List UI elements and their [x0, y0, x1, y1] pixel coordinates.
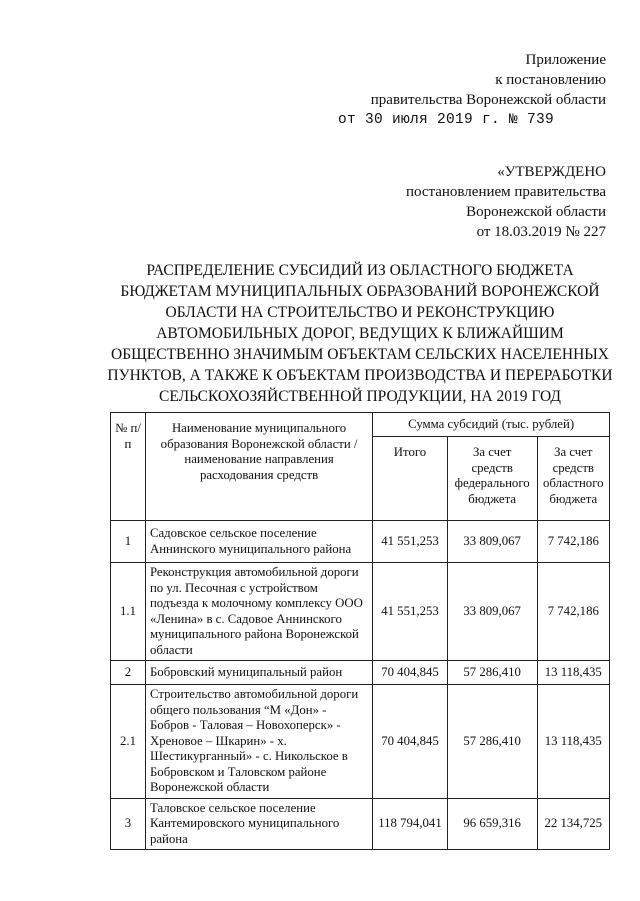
approved-line: «УТВЕРЖДЕНО: [497, 164, 606, 180]
row-regional: 13 118,435: [537, 661, 609, 685]
row-total: 41 551,253: [373, 563, 448, 661]
table-row: [111, 521, 610, 563]
title-line: СЕЛЬСКОХОЗЯЙСТВЕННОЙ ПРОДУКЦИИ, НА 2019 ГОД: [158, 388, 561, 405]
approved-date: от 18.03.2019 № 227: [476, 224, 606, 240]
row-total: 41 551,253: [373, 521, 448, 563]
approved-line: Воронежской области: [466, 204, 606, 220]
title-line: БЮДЖЕТАМ МУНИЦИПАЛЬНЫХ ОБРАЗОВАНИЙ ВОРОНЕЖСКОЙ: [120, 283, 600, 300]
row-name: Таловское сельское поселение Кантемировского муниципального района: [145, 798, 372, 850]
appendix-line: правительства Воронежской области: [370, 92, 606, 108]
appendix-line: Приложение: [525, 52, 606, 68]
table-row: [111, 661, 610, 685]
row-federal: 96 659,316: [447, 798, 537, 850]
row-regional: 22 134,725: [537, 798, 609, 850]
table-row: [111, 685, 610, 799]
table-row: [111, 563, 610, 661]
table-row: [111, 798, 610, 850]
header-federal: За счет средств федерального бюджета: [447, 437, 537, 521]
subsidy-table: [110, 412, 610, 850]
header-num: № п/п: [111, 413, 146, 521]
row-regional: 7 742,186: [537, 521, 609, 563]
approved-block: [406, 162, 606, 242]
row-total: 70 404,845: [373, 661, 448, 685]
appendix-line: к постановлению: [495, 72, 606, 88]
header-total: Итого: [373, 437, 448, 521]
row-federal: 57 286,410: [447, 661, 537, 685]
appendix-block: [338, 50, 606, 130]
appendix-date: от 30 июля 2019 г. № 739: [337, 112, 554, 128]
title-line: ОБЛАСТИ НА СТРОИТЕЛЬСТВО И РЕКОНСТРУКЦИЮ: [165, 304, 555, 321]
title-line: РАСПРЕДЕЛЕНИЕ СУБСИДИЙ ИЗ ОБЛАСТНОГО БЮДЖЕТА: [146, 262, 574, 279]
row-num: 1: [111, 521, 146, 563]
row-federal: 57 286,410: [447, 685, 537, 799]
header-name: Наименование муниципального образования Воронежской области / наименование направления расходования средств: [145, 413, 372, 521]
row-num: 1.1: [111, 563, 146, 661]
approved-line: постановлением правительства: [405, 184, 606, 200]
title-line: ПУНКТОВ, А ТАКЖЕ К ОБЪЕКТАМ ПРОИЗВОДСТВА И ПЕРЕРАБОТКИ: [107, 367, 613, 384]
row-regional: 13 118,435: [537, 685, 609, 799]
row-num: 2.1: [111, 685, 146, 799]
row-total: 118 794,041: [373, 798, 448, 850]
row-name: Бобровский муниципальный район: [145, 661, 372, 685]
row-total: 70 404,845: [373, 685, 448, 799]
row-regional: 7 742,186: [537, 563, 609, 661]
row-num: 2: [111, 661, 146, 685]
title-line: ОБЩЕСТВЕННО ЗНАЧИМЫМ ОБЪЕКТАМ СЕЛЬСКИХ НАСЕЛЕННЫХ: [111, 346, 609, 363]
row-name: Реконструкция автомобильной дороги по ул. Песочная с устройством подъезда к молочному комплексу ООО «Ленина» в с. Садовое Аннинского муниципального района Воронежской области: [145, 563, 372, 661]
row-federal: 33 809,067: [447, 521, 537, 563]
header-regional: За счет средств областного бюджета: [537, 437, 609, 521]
row-name: Садовское сельское поселение Аннинского муниципального района: [145, 521, 372, 563]
title-line: АВТОМОБИЛЬНЫХ ДОРОГ, ВЕДУЩИХ К БЛИЖАЙШИМ: [156, 325, 564, 342]
header-sum-group: Сумма субсидий (тыс. рублей): [373, 413, 610, 437]
document-title: [100, 260, 620, 407]
row-name: Строительство автомобильной дороги общего пользования “М «Дон» - Бобров - Таловая – Новохоперск» - Хреновое – Шкарин» - х. Шестикурганный» - с. Никольское в Бобровском и Таловском районе Воронежской области: [145, 685, 372, 799]
row-federal: 33 809,067: [447, 563, 537, 661]
row-num: 3: [111, 798, 146, 850]
